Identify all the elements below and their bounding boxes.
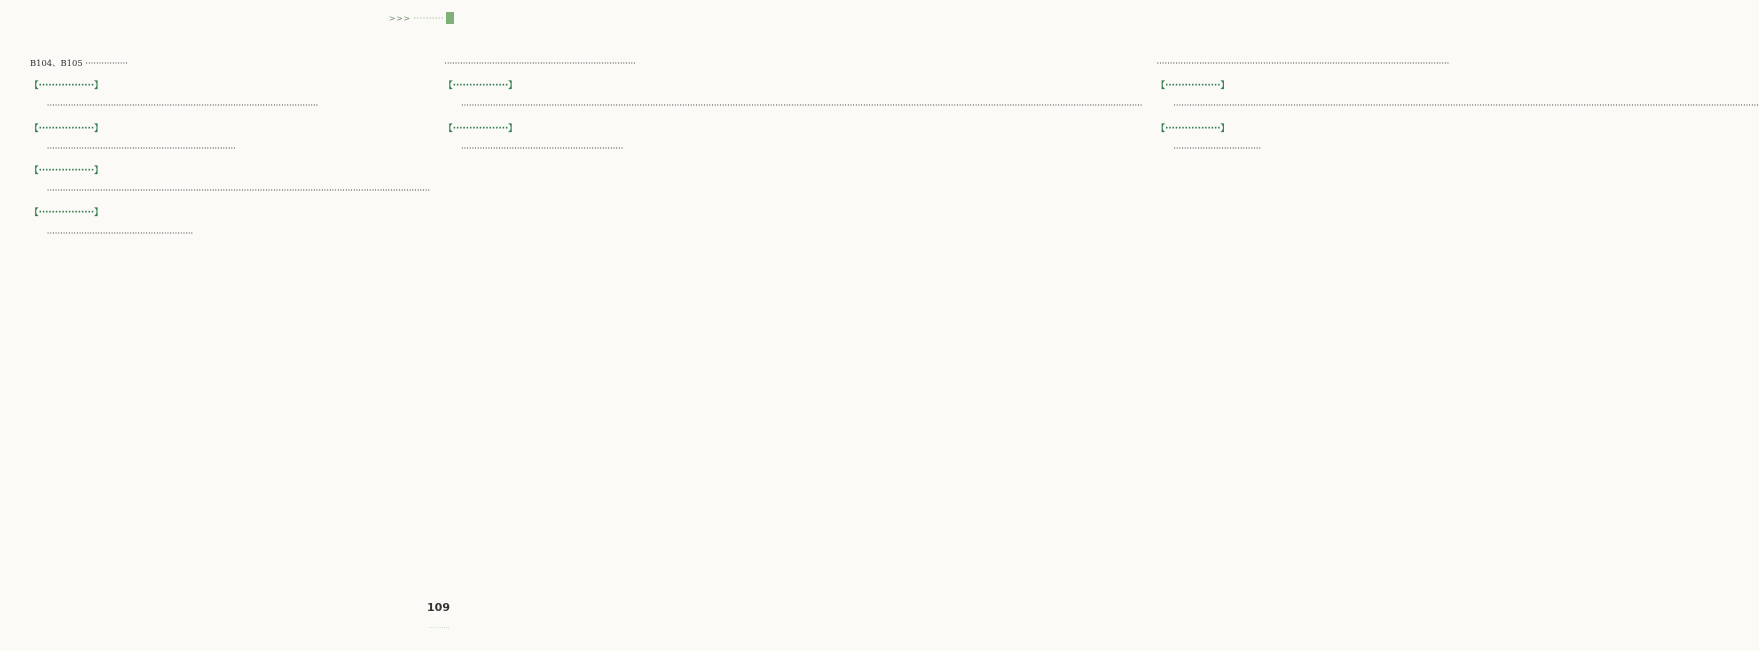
page-footer: [427, 601, 450, 633]
section-heading: 【·················】: [1156, 123, 1230, 134]
header-tab-marker: [446, 12, 454, 24]
page-number: 109: [427, 601, 450, 614]
paragraph: ·····························································: [460, 142, 624, 153]
paragraph: ········································································: [444, 58, 636, 68]
paragraph: ·································: [1173, 142, 1262, 153]
page-header: [0, 0, 480, 40]
paragraph: ································································································································································································································································: [460, 100, 1143, 111]
paragraph: ····························································································································································································································: [1173, 100, 1759, 111]
section-heading: 【·················】: [444, 81, 517, 92]
paragraph: ················································································································································: [46, 185, 431, 196]
column-1: [30, 56, 430, 601]
running-header: >>> ··········: [388, 14, 444, 23]
paragraph: ······································································································: [46, 100, 319, 111]
section-heading: 【·················】: [30, 208, 103, 219]
paragraph: ·······································································: [46, 142, 236, 153]
paragraph: B104、B105 ················: [30, 58, 128, 68]
footer-subtitle: ··········: [429, 625, 450, 631]
paragraph: ··············································································································: [1156, 58, 1450, 68]
text-columns: [30, 56, 1759, 601]
section-heading: 【·················】: [30, 166, 103, 177]
section-heading: 【·················】: [444, 123, 517, 134]
section-heading: 【·················】: [30, 81, 103, 92]
paragraph: ·······················································: [46, 227, 194, 238]
section-heading: 【·················】: [30, 123, 103, 134]
column-3: [1156, 56, 1758, 601]
column-2: [444, 56, 1142, 601]
section-heading: 【·················】: [1156, 81, 1230, 92]
